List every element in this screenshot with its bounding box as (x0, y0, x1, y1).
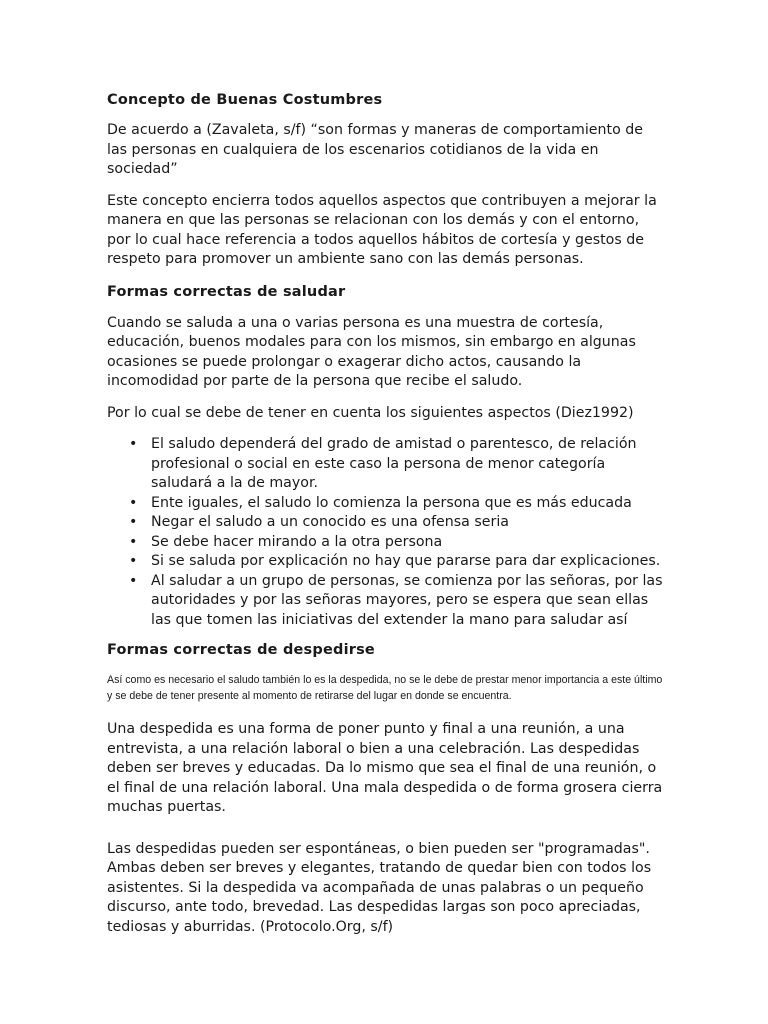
section-heading-despedirse: Formas correctas de despedirse (107, 642, 375, 658)
intro-paragraph-1: De acuerdo a (Zavaleta, s/f) “son formas y maneras de comportamiento de las personas en cualquiera de los escenarios cotidianos de la vida en sociedad” (107, 122, 644, 177)
saludar-paragraph-2: Por lo cual se debe de tener en cuenta los siguientes aspectos (Diez1992) (107, 404, 634, 421)
despedirse-paragraph-1: Una despedida es una forma de poner punto y final a una reunión, a una entrevista, a una relación laboral o bien a una celebración. Las despedidas deben ser breves y educadas. Da lo mismo que sea el final de una reunión, o el final de una relación laboral. Una mala despedida o de forma grosera cierra muchas puertas. (107, 721, 663, 815)
saludar-paragraph-1: Cuando se saluda a una o varias persona es una muestra de cortesía, educación, buenos modales para con los mismos, sin embargo en algunas ocasiones se puede prolongar o exagerar dicho actos, causando la incomodidad por parte de la persona que recibe el saludo. (107, 314, 636, 389)
bullet-list (107, 435, 665, 630)
bullet-item: • Si se saluda por explicación no hay que pararse para dar explicaciones. (151, 552, 665, 572)
bullet-item: • El saludo dependerá del grado de amistad o parentesco, de relación profesional o social en este caso la persona de menor categoría saludará a la de mayor. (151, 435, 665, 494)
document-body (107, 90, 665, 949)
section-heading-saludar: Formas correctas de saludar (107, 283, 346, 300)
bullet-item: • Se debe hacer mirando a la otra persona (151, 533, 665, 553)
intro-paragraph-2: Este concepto encierra todos aquellos aspectos que contribuyen a mejorar la manera en que las personas se relacionan con los demás y con el entorno, por lo cual hace referencia a todos aquellos hábitos de cortesía y gestos de respeto para promover un ambiente sano con las demás personas. (107, 192, 657, 267)
despedirse-paragraph-2: Las despedidas pueden ser espontáneas, o bien pueden ser "programadas". Ambas deben ser breves y elegantes, tratando de quedar bien con todos los asistentes. Si la despedida va acompañada de unas palabras o un pequeño discurso, ante todo, brevedad. Las despedidas largas son poco apreciadas, tediosas y aburridas. (Protocolo.Org, s/f) (107, 840, 652, 935)
document-title: Concepto de Buenas Costumbres (107, 92, 383, 108)
despedirse-small-note: Así como es necesario el saludo también lo es la despedida, no se le debe de prestar menor importancia a este último y se debe de tener presente al momento de retirarse del lugar en donde se encuentra. (107, 674, 663, 702)
bullet-item: • Al saludar a un grupo de personas, se comienza por las señoras, por las autoridades y por las señoras mayores, pero se espera que sean ellas las que tomen las iniciativas del extender la mano para saludar así (151, 572, 665, 631)
bullet-item: • Negar el saludo a un conocido es una ofensa seria (151, 513, 665, 533)
bullet-item: • Ente iguales, el saludo lo comienza la persona que es más educada (151, 494, 665, 514)
